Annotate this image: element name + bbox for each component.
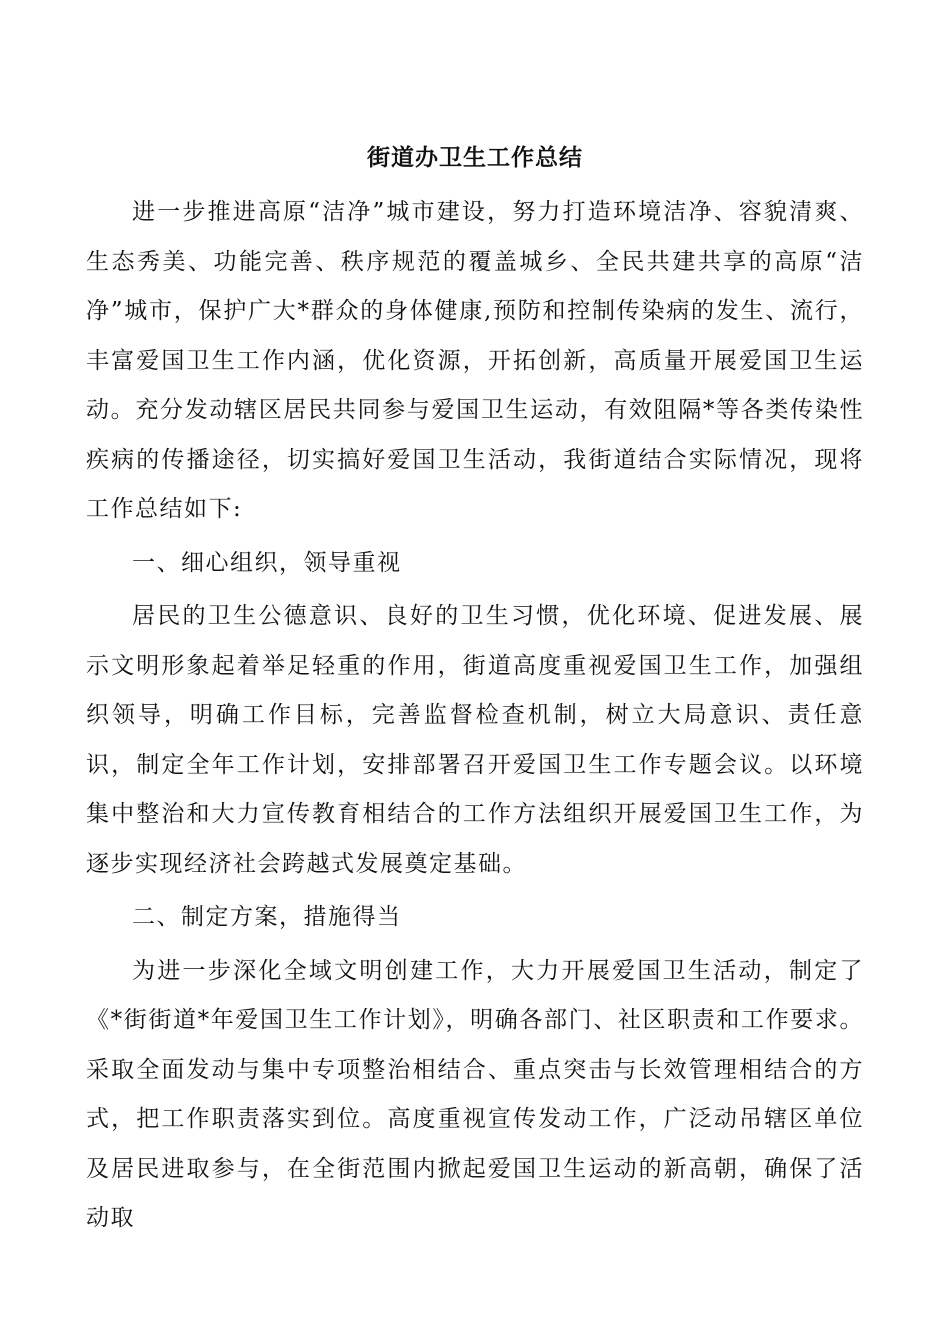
section-1-paragraph: 居民的卫生公德意识、良好的卫生习惯，优化环境、促进发展、展示文明形象起着举足轻重的作用，街道高度重视爱国卫生工作，加强组织领导，明确工作目标，完善监督检查机制，树立大局意识、责任意识，制定全年工作计划，安排部署召开爱国卫生工作专题会议。以环境集中整治和大力宣传教育相结合的工作方法组织开展爱国卫生工作，为逐步实现经济社会跨越式发展奠定基础。: [86, 603, 864, 877]
section-heading-2: 二、制定方案，措施得当: [132, 904, 402, 930]
intro-paragraph: 进一步推进高原“洁净”城市建设，努力打造环境洁净、容貌清爽、生态秀美、功能完善、秩序规范的覆盖城乡、全民共建共享的高原“洁净”城市，保护广大*群众的身体健康,预防和控制传染病的发生、流行，丰富爱国卫生工作内涵，优化资源，开拓创新，高质量开展爱国卫生运动。充分发动辖区居民共同参与爱国卫生运动，有效阻隔*等各类传染性疾病的传播途径，切实搞好爱国卫生活动，我街道结合实际情况，现将工作总结如下:: [86, 199, 864, 522]
section-heading-1: 一、细心组织，领导重视: [132, 549, 402, 576]
section-2-paragraph: 为进一步深化全域文明创建工作，大力开展爱国卫生活动，制定了《*街街道*年爱国卫生工作计划》，明确各部门、社区职责和工作要求。采取全面发动与集中专项整治相结合、重点突击与长效管理相结合的方式，把工作职责落实到位。高度重视宣传发动工作，广泛动吊辖区单位及居民进取参与，在全街范围内掀起爱国卫生运动的新高朝，确保了活动取: [86, 957, 864, 1231]
document-title: 街道办卫生工作总结: [367, 144, 583, 171]
document-page: [86, 138, 864, 1244]
